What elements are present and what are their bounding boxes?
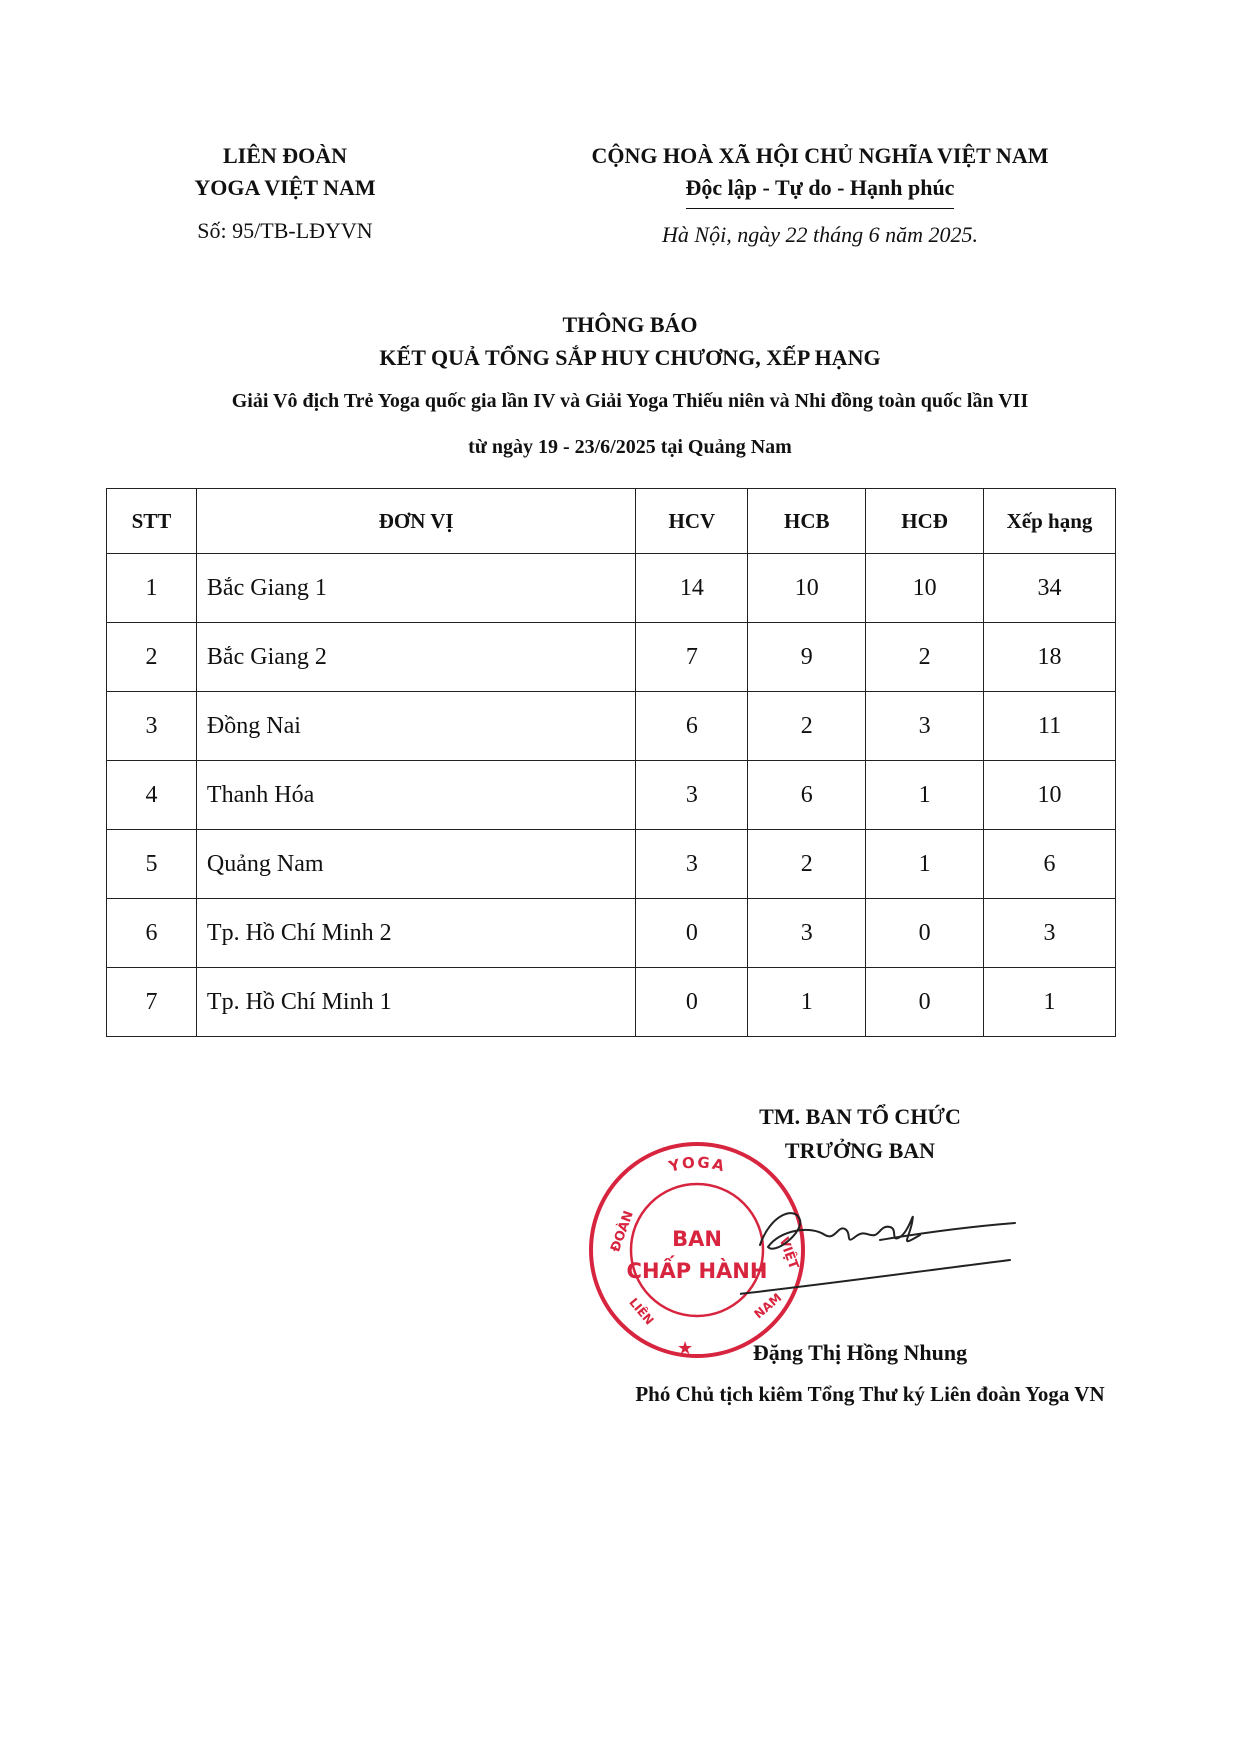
cell-unit: Tp. Hồ Chí Minh 1 [196, 968, 635, 1037]
svg-text:ĐOÀN: ĐOÀN [608, 1208, 637, 1255]
cell-silver: 3 [748, 899, 866, 968]
cell-stt: 1 [107, 554, 197, 623]
signer-position: Phó Chủ tịch kiêm Tổng Thư ký Liên đoàn Yoga VN [635, 1382, 1105, 1406]
cell-gold: 0 [636, 968, 748, 1037]
table-header-row [107, 489, 1116, 554]
cell-stt: 4 [107, 761, 197, 830]
cell-gold: 6 [636, 692, 748, 761]
svg-text:BAN: BAN [672, 1227, 722, 1251]
cell-bronze: 1 [866, 761, 984, 830]
cell-rank: 3 [984, 899, 1116, 968]
national-header [540, 140, 1100, 209]
cell-stt: 7 [107, 968, 197, 1037]
signer-name: Đặng Thị Hồng Nhung [752, 1340, 968, 1365]
cell-stt: 6 [107, 899, 197, 968]
cell-gold: 14 [636, 554, 748, 623]
nation-name: CỘNG HOÀ XÃ HỘI CHỦ NGHĨA VIỆT NAM [591, 143, 1049, 168]
cell-unit: Tp. Hồ Chí Minh 2 [196, 899, 635, 968]
table-row [107, 692, 1116, 761]
event-name: Giải Vô địch Trẻ Yoga quốc gia lần IV và Giải Yoga Thiếu niên và Nhi đồng toàn quốc lần VII [231, 390, 1029, 412]
cell-silver: 1 [748, 968, 866, 1037]
cell-gold: 3 [636, 830, 748, 899]
cell-silver: 6 [748, 761, 866, 830]
cell-silver: 9 [748, 623, 866, 692]
cell-bronze: 3 [866, 692, 984, 761]
cell-bronze: 1 [866, 830, 984, 899]
handwritten-signature-icon [740, 1185, 1020, 1305]
cell-gold: 3 [636, 761, 748, 830]
cell-rank: 11 [984, 692, 1116, 761]
medal-table [106, 488, 1116, 1037]
table-row [107, 830, 1116, 899]
cell-rank: 6 [984, 830, 1116, 899]
table-row [107, 623, 1116, 692]
cell-stt: 3 [107, 692, 197, 761]
cell-unit: Thanh Hóa [196, 761, 635, 830]
cell-stt: 2 [107, 623, 197, 692]
table-row [107, 968, 1116, 1037]
header-bronze: HCĐ [866, 489, 984, 554]
national-motto: Độc lập - Tự do - Hạnh phúc [686, 172, 955, 209]
cell-unit: Bắc Giang 2 [196, 623, 635, 692]
header-rank: Xếp hạng [984, 489, 1116, 554]
organization-name [150, 140, 420, 204]
cell-rank: 10 [984, 761, 1116, 830]
org-line2: YOGA VIỆT NAM [194, 175, 376, 200]
organizer-label: TM. BAN TỔ CHỨC [759, 1104, 961, 1129]
cell-bronze: 2 [866, 623, 984, 692]
svg-text:YOGA: YOGA [666, 1153, 728, 1176]
svg-text:CHẤP HÀNH: CHẤP HÀNH [626, 1259, 768, 1283]
head-label: TRƯỞNG BAN [784, 1138, 936, 1163]
svg-text:VIỆT: VIỆT [775, 1235, 801, 1272]
header-unit: ĐƠN VỊ [196, 489, 635, 554]
svg-text:NAM: NAM [751, 1290, 785, 1322]
cell-bronze: 0 [866, 899, 984, 968]
org-line1: LIÊN ĐOÀN [222, 143, 348, 168]
doc-title: THÔNG BÁO [562, 312, 698, 337]
table-row [107, 554, 1116, 623]
cell-gold: 0 [636, 899, 748, 968]
cell-silver: 2 [748, 692, 866, 761]
cell-silver: 2 [748, 830, 866, 899]
table-row [107, 761, 1116, 830]
cell-gold: 7 [636, 623, 748, 692]
table-row [107, 899, 1116, 968]
header-stt: STT [107, 489, 197, 554]
event-dates: từ ngày 19 - 23/6/2025 tại Quảng Nam [468, 436, 792, 458]
cell-bronze: 10 [866, 554, 984, 623]
doc-subtitle: KẾT QUẢ TỔNG SẮP HUY CHƯƠNG, XẾP HẠNG [379, 345, 881, 370]
cell-stt: 5 [107, 830, 197, 899]
cell-silver: 10 [748, 554, 866, 623]
svg-text:LIÊN: LIÊN [626, 1295, 657, 1328]
cell-rank: 34 [984, 554, 1116, 623]
svg-text:★: ★ [677, 1338, 694, 1359]
cell-bronze: 0 [866, 968, 984, 1037]
header-gold: HCV [636, 489, 748, 554]
document-date: Hà Nội, ngày 22 tháng 6 năm 2025. [662, 222, 978, 247]
cell-unit: Bắc Giang 1 [196, 554, 635, 623]
cell-rank: 18 [984, 623, 1116, 692]
header-silver: HCB [748, 489, 866, 554]
cell-unit: Quảng Nam [196, 830, 635, 899]
document-number: Số: 95/TB-LĐYVN [197, 218, 373, 243]
cell-rank: 1 [984, 968, 1116, 1037]
cell-unit: Đồng Nai [196, 692, 635, 761]
